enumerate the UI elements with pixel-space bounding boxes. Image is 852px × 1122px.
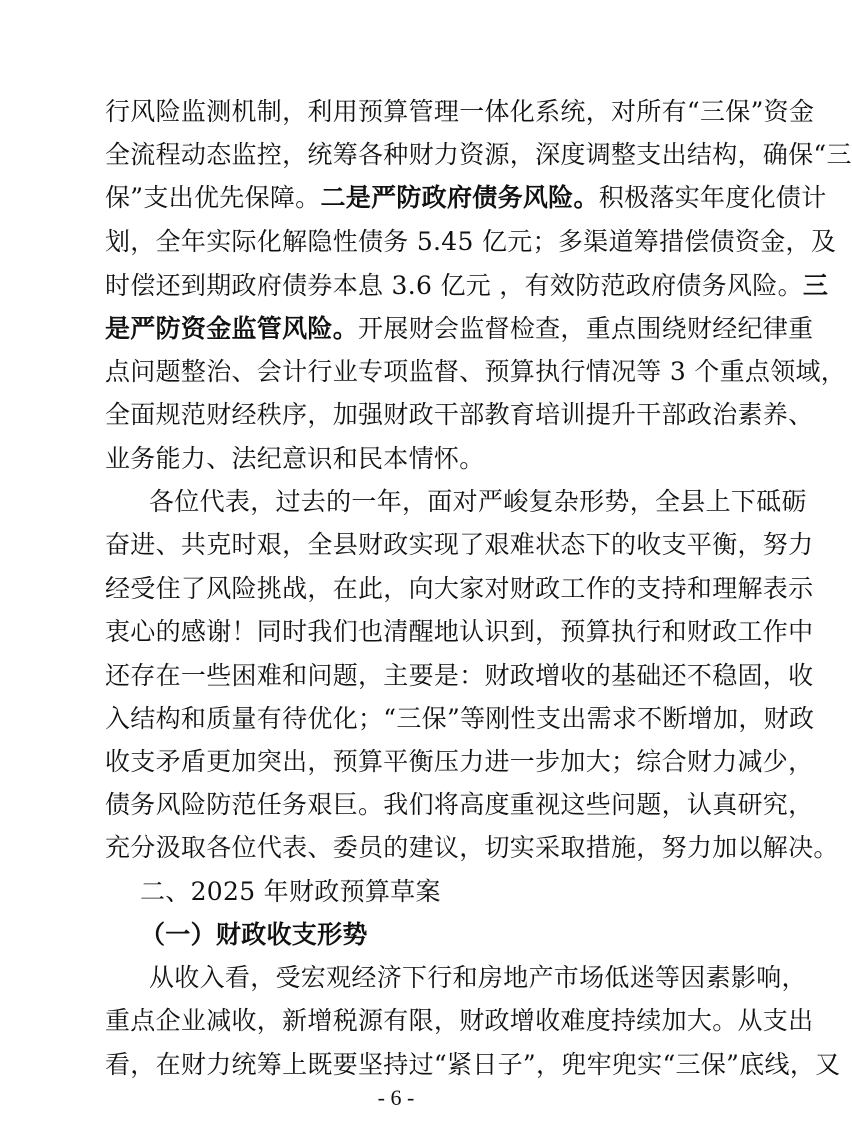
text-segment: 债务风险防范任务艰巨。我们将高度重视这些问题，认真研究， xyxy=(105,790,814,819)
text-line xyxy=(105,180,827,216)
text-line xyxy=(105,94,815,130)
text-segment: 各位代表，过去的一年，面对严峻复杂形势，全县上下砥砺 xyxy=(149,487,807,516)
text-segment: 奋进、共克时艰，全县财政实现了艰难状态下的收支平衡，努力 xyxy=(105,530,814,559)
text-segment: 充分汲取各位代表、委员的建议，切实采取措施，努力加以解决。 xyxy=(105,833,839,862)
text-line xyxy=(105,571,814,607)
text-line xyxy=(105,354,847,390)
text-line xyxy=(105,658,814,694)
text-line xyxy=(105,397,814,433)
text-segment: 积极落实年度化债计 xyxy=(598,183,827,212)
text-line xyxy=(105,830,839,866)
text-line xyxy=(105,701,815,737)
text-segment: 开展财会监督检查，重点围绕财经纪律重 xyxy=(358,314,814,343)
bold-point-heading: 是严防资金监管风险。 xyxy=(105,314,359,343)
text-segment: 衷心的感谢！同时我们也清醒地认识到，预算执行和财政工作中 xyxy=(105,617,814,646)
text-segment: 收支矛盾更加突出，预算平衡压力进一步加大；综合财力减少， xyxy=(105,747,814,776)
text-line xyxy=(105,1003,814,1039)
subsection-heading xyxy=(140,917,701,953)
page-number: - 6 - xyxy=(377,1085,415,1110)
text-line xyxy=(105,614,814,650)
text-segment: 重点企业减收，新增税源有限，财政增收难度持续加大。从支出 xyxy=(105,1006,814,1035)
text-line xyxy=(105,224,837,260)
text-line xyxy=(105,311,814,347)
text-line xyxy=(105,441,701,477)
text-line xyxy=(105,268,829,304)
subsection-heading-text: （一）财政收支形势 xyxy=(140,920,368,949)
section-heading xyxy=(140,874,701,910)
text-segment: 业务能力、法纪意识和民本情怀。 xyxy=(105,444,485,473)
text-segment: 全流程动态监控，统筹各种财力资源，深度调整支出结构，确保“三 xyxy=(105,140,852,169)
text-segment: 从收入看，受宏观经济下行和房地产市场低迷等因素影响， xyxy=(149,963,807,992)
text-segment: 看，在财力统筹上既要坚持过“紧日子”，兜牢兜实“三保”底线，又 xyxy=(105,1050,841,1079)
text-line xyxy=(105,787,814,823)
text-segment: 入结构和质量有待优化；“三保”等刚性支出需求不断增加，财政 xyxy=(105,704,815,733)
text-segment: 划，全年实际化解隐性债务 5.45 亿元；多渠道筹措偿债资金，及 xyxy=(105,227,837,256)
section-heading-text: 二、2025 年财政预算草案 xyxy=(140,877,441,906)
text-line xyxy=(149,960,807,996)
text-line xyxy=(105,137,852,173)
text-segment: 行风险监测机制，利用预算管理一体化系统，对所有“三保”资金 xyxy=(105,97,815,126)
text-line xyxy=(105,1047,841,1083)
text-segment: 点问题整治、会计行业专项监督、预算执行情况等 3 个重点领域， xyxy=(105,357,847,386)
text-segment: 全面规范财经秩序，加强财政干部教育培训提升干部政治素养、 xyxy=(105,400,814,429)
bold-point-heading: 三 xyxy=(802,271,829,300)
text-segment: 时偿还到期政府债券本息 3.6 亿元 ，有效防范政府债务风险。 xyxy=(105,271,803,300)
text-segment: 还存在一些困难和问题，主要是：财政增收的基础还不稳固，收 xyxy=(105,661,814,690)
bold-point-heading: 二是严防政府债务风险。 xyxy=(320,183,599,212)
text-segment: 保”支出优先保障。 xyxy=(105,183,321,212)
text-line xyxy=(149,484,807,520)
text-line xyxy=(105,744,814,780)
text-segment: 经受住了风险挑战，在此，向大家对财政工作的支持和理解表示 xyxy=(105,574,814,603)
text-line xyxy=(105,527,814,563)
